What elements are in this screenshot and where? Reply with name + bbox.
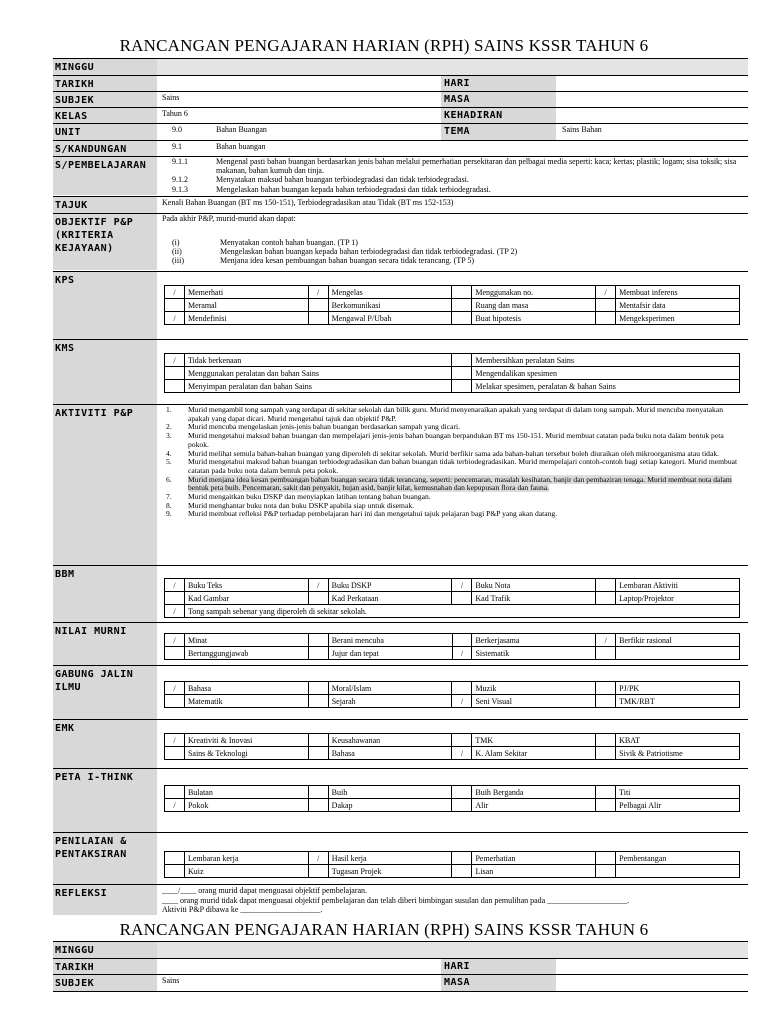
checkbox-cell[interactable] [308,312,328,325]
refleksi-line-1[interactable]: ____/____ orang murid dapat menguasai objektif pembelajaran. [162,886,368,895]
penilaian-table [164,851,740,878]
option-label: Lembaran kerja [184,852,308,865]
option-label: Berfikir rasional [616,634,740,647]
minggu-label: MINGGU [53,59,157,75]
hari-label-2: HARI [441,959,556,974]
checkbox-cell[interactable] [452,734,472,747]
checkbox-cell[interactable] [165,367,185,380]
option-label: Mengendalikan spesimen [472,367,740,380]
checkbox-cell[interactable] [452,799,472,812]
unit-label: UNIT [53,124,157,140]
option-label: Sejarah [328,695,452,708]
gabung-jalin-table [164,681,740,708]
option-label: Pelbagai Alir [616,799,740,812]
table-row [165,747,740,760]
checkbox-cell[interactable] [452,286,472,299]
list-item: 5. Murid mengetahui maksud bahan buangan terbiodegradasikan dan bahan buangan tidak terbiodegradasikan. Murid mempelajari contoh-contoh bagi setiap kategori. Murid membuat catatan pada buku nota dalam bentuk peta pokok. [166,457,738,475]
kps-label: KPS [53,272,157,340]
standard-kandungan-label: S/KANDUNGAN [53,141,157,156]
kehadiran-label: KEHADIRAN [441,108,556,123]
option-label: Bertanggungjawab [184,647,308,660]
checkbox-cell[interactable]: / [596,286,616,299]
unit-value: Bahan Buangan [216,125,267,134]
table-row [165,634,740,647]
option-label: Laptop/Projektor [616,592,740,605]
option-label: Buku Nota [472,579,596,592]
checkbox-cell[interactable] [596,695,616,708]
refleksi-text [162,886,747,915]
bbm-label: BBM [53,566,157,622]
checkbox-cell[interactable] [165,852,185,865]
objektif-intro: Pada akhir P&P, murid-murid akan dapat: [162,214,296,223]
option-label: KBAT [616,734,740,747]
tema-value: Sains Bahan [562,125,602,134]
option-label: Pemerhatian [472,852,596,865]
option-label: Alir [472,799,596,812]
checkbox-cell[interactable] [452,634,472,647]
option-label: Mengeksperimen [616,312,740,325]
option-label: Menyimpan peralatan dan bahan Sains [184,380,452,393]
table-row [165,695,740,708]
option-label: Muzik [472,682,596,695]
gabung-jalin-label: GABUNG JALIN ILMU [53,666,157,719]
checkbox-cell[interactable] [165,592,185,605]
checkbox-cell[interactable]: / [165,734,185,747]
checkbox-cell[interactable] [596,592,616,605]
sk-number: 9.1 [172,142,182,151]
masa-label-2: MASA [441,975,556,991]
table-row [165,799,740,812]
checkbox-cell[interactable] [308,695,328,708]
tarikh-label: TARIKH [53,76,157,91]
table-row [165,647,740,660]
tajuk-value: Kenali Bahan Buangan (BT ms 150-151), Terbiodegradasikan atau Tidak (BT ms 152-153) [162,198,454,207]
checkbox-cell[interactable] [596,852,616,865]
checkbox-cell[interactable]: / [452,747,472,760]
option-label: Kad Trafik [472,592,596,605]
table-row [165,380,740,393]
page-title-2: RANCANGAN PENGAJARAN HARIAN (RPH) SAINS KSSR TAHUN 6 [119,920,649,939]
masa-label: MASA [441,92,556,107]
minggu-value-2[interactable] [157,942,748,958]
option-label: Menggunakan peralatan dan bahan Sains [184,367,452,380]
option-label: K. Alam Sekitar [472,747,596,760]
checkbox-cell[interactable]: / [165,354,185,367]
option-label: Pembentangan [616,852,740,865]
checkbox-cell[interactable] [308,786,328,799]
checkbox-cell[interactable] [596,734,616,747]
option-label: Sivik & Patriotisme [616,747,740,760]
checkbox-cell[interactable]: / [165,799,185,812]
peta-ithink-label: PETA I-THINK [53,769,157,832]
table-row [165,299,740,312]
list-item: 3. Murid mengetahui maksud bahan buangan dan mempelajari jenis-jenis bahan buangan berpandukan BT ms 150-151. Murid membuat catatan pada buku nota dalam bentuk peta pokok. [166,431,724,449]
checkbox-cell[interactable] [165,380,185,393]
option-label: Mentafsir data [616,299,740,312]
option-label: Berani mencuba [328,634,452,647]
option-label: Lisan [472,865,596,878]
emk-table [164,733,740,760]
refleksi-line-2[interactable]: ____ orang murid tidak dapat menguasai objektif pembelajaran dan telah diberi bimbingan susulan dan pemulihan pada ____________________. [162,895,630,905]
option-label: Tong sampah sebenar yang diperoleh di sekitar sekolah. [184,605,739,618]
nilai-murni-table [164,633,740,660]
list-item: 2. Murid mencuba mengelaskan jenis-jenis bahan buangan berdasarkan sampah yang dicari. [166,422,461,432]
aktiviti-label: AKTIVITI P&P [53,405,157,565]
sp-item: 9.1.3 Mengelaskan bahan buangan kepada bahan terbiodegradasi dan tidak terbiodegradasi. [172,184,491,194]
table-row [165,852,740,865]
option-label: PJ/PK [616,682,740,695]
list-item: 7. Murid mengaitkan buku DSKP dan menyiapkan latihan tentang bahan buangan. [166,492,431,502]
checkbox-cell[interactable] [596,799,616,812]
option-label: Buat hipotesis [472,312,596,325]
option-label: Buih Berganda [472,786,596,799]
checkbox-cell[interactable]: / [308,579,328,592]
checkbox-cell[interactable]: / [165,682,185,695]
objektif-list [172,238,732,266]
kelas-value: Tahun 6 [162,109,188,118]
option-label: Kad Perkataan [328,592,452,605]
subjek-label-2: SUBJEK [53,975,157,991]
penilaian-label: PENILAIAN & PENTAKSIRAN [53,833,157,884]
sp-item: 9.1.1 Mengenal pasti bahan buangan berdasarkan jenis bahan melalui pemerhatian persekitaran dan pelbagai media seperti: kaca; kertas; plastik; logam; sisa toksik; sisa makanan, bahan kumuh dan tinja. [172,157,737,176]
hari-label: HARI [441,76,556,91]
subjek-value: Sains [162,93,180,102]
option-label: Berkomunikasi [328,299,452,312]
checkbox-cell[interactable] [308,592,328,605]
checkbox-cell[interactable] [308,747,328,760]
list-item: 6. Murid menjana idea kesan pembuangan bahan buangan secara tidak terancang, seperti: pencemaran, masalah kesihatan, banjir dan pembaziran tenaga. Murid membuat nota dalam bentuk peta buih. Pencemaran, sakit dan penyakit, hujan asid, banjir kilat, kemusnahan dan kepupusan flora dan fauna. [166,474,732,493]
checkbox-cell[interactable]: / [165,579,185,592]
option-label: Buku Teks [184,579,308,592]
option-label: Buih [328,786,452,799]
page-title: RANCANGAN PENGAJARAN HARIAN (RPH) SAINS KSSR TAHUN 6 [119,36,649,55]
option-label: Minat [184,634,308,647]
option-label: Meramal [184,299,308,312]
refleksi-line-3[interactable]: Aktiviti P&P dibawa ke ____________________. [162,905,323,914]
checkbox-cell[interactable] [452,299,472,312]
checkbox-cell[interactable] [452,354,472,367]
option-label: Mengelas [328,286,452,299]
option-label: Membersihkan peralatan Sains [472,354,740,367]
option-label: Sains & Teknologi [184,747,308,760]
checkbox-cell[interactable]: / [452,647,472,660]
aktiviti-list [158,406,746,519]
option-label: Kuiz [184,865,308,878]
standard-pembelajaran-label: S/PEMBELAJARAN [53,157,157,195]
unit-number: 9.0 [172,125,182,134]
checkbox-cell[interactable] [452,592,472,605]
checkbox-cell[interactable] [596,647,616,660]
sp-list [172,157,742,194]
checkbox-cell[interactable] [308,799,328,812]
checkbox-cell[interactable] [452,312,472,325]
checkbox-cell[interactable]: / [165,605,185,618]
table-row [165,592,740,605]
option-label: Dakap [328,799,452,812]
checkbox-cell[interactable] [308,647,328,660]
table-row [165,786,740,799]
emk-label: EMK [53,720,157,768]
checkbox-cell[interactable] [596,312,616,325]
option-label: Hasil kerja [328,852,452,865]
nilai-murni-label: NILAI MURNI [53,623,157,665]
option-label: Bahasa [328,747,452,760]
option-label: Bahasa [184,682,308,695]
checkbox-cell[interactable] [596,299,616,312]
option-label: Memerhati [184,286,308,299]
table-row [165,354,740,367]
option-label: Titi [616,786,740,799]
option-label [616,865,740,878]
sk-value: Bahan buangan [216,142,266,151]
objektif-item: (i) Menyatakan contoh bahan buangan. (TP 1) [172,238,358,247]
option-label [616,647,740,660]
checkbox-cell[interactable]: / [165,634,185,647]
table-row [165,682,740,695]
checkbox-cell[interactable]: / [308,286,328,299]
checkbox-cell[interactable] [596,747,616,760]
subjek-label: SUBJEK [53,92,157,107]
checkbox-cell[interactable] [308,734,328,747]
checkbox-cell[interactable] [165,865,185,878]
option-label: Tidak berkenaan [184,354,452,367]
kms-label: KMS [53,340,157,404]
objektif-label: OBJEKTIF P&P (KRITERIA KEJAYAAN) [53,214,157,270]
checkbox-cell[interactable] [452,682,472,695]
table-row [165,579,740,592]
peta-ithink-table [164,785,740,812]
kelas-label: KELAS [53,108,157,123]
list-item: 8. Murid menghantar buku nota dan buku DSKP apabila siap untuk disemak. [166,500,415,510]
checkbox-cell[interactable] [596,682,616,695]
checkbox-cell[interactable] [452,786,472,799]
kms-table [164,353,740,393]
checkbox-cell[interactable]: / [165,286,185,299]
checkbox-cell[interactable] [452,865,472,878]
option-label: Membuat inferens [616,286,740,299]
option-label: Tugasan Projek [328,865,452,878]
option-label: Melakar spesimen, peralatan & bahan Sains [472,380,740,393]
checkbox-cell[interactable] [452,380,472,393]
table-row [165,312,740,325]
checkbox-cell[interactable] [596,579,616,592]
checkbox-cell[interactable]: / [452,695,472,708]
table-row [165,605,740,618]
table-row [165,367,740,380]
tema-label: TEMA [441,124,556,140]
table-row [165,734,740,747]
option-label: Kreativiti & Inovasi [184,734,308,747]
option-label: TMK/RBT [616,695,740,708]
option-label: Lembaran Aktiviti [616,579,740,592]
option-label: Sistematik [472,647,596,660]
subjek-value-2: Sains [162,976,180,985]
option-label: Mengawal P/Ubah [328,312,452,325]
option-label: Menggunakan no. [472,286,596,299]
checkbox-cell[interactable] [452,852,472,865]
minggu-value[interactable] [157,59,748,75]
objektif-item: (ii) Mengelaskan bahan buangan kepada bahan terbiodegradasi dan tidak terbiodegradasi. (TP 2) [172,247,518,257]
list-item: 4. Murid melihat semula bahan-bahan buangan yang diperoleh di sekitar sekolah. Murid berfikir sama ada bahan-bahan tersebut boleh diuraikan oleh mikroorganisma atau tidak. [166,448,720,458]
checkbox-cell[interactable]: / [452,579,472,592]
checkbox-cell[interactable] [596,786,616,799]
table-row [165,286,740,299]
objektif-item: (iii) Menjana idea kesan pembuangan bahan buangan secara tidak terancang. (TP 5) [172,256,475,266]
checkbox-cell[interactable] [308,299,328,312]
checkbox-cell[interactable] [308,682,328,695]
option-label: Jujur dan tepat [328,647,452,660]
refleksi-label: REFLEKSI [53,885,157,915]
checkbox-cell[interactable]: / [596,634,616,647]
checkbox-cell[interactable] [452,367,472,380]
checkbox-cell[interactable] [165,695,185,708]
option-label: Ruang dan masa [472,299,596,312]
checkbox-cell[interactable]: / [165,312,185,325]
option-label: Pokok [184,799,308,812]
sp-item: 9.1.2 Menyatakan maksud bahan buangan terbiodegradasi dan tidak terbiodegradasi. [172,175,469,185]
list-item: 1. Murid mengambil tong sampah yang terdapat di sekitar sekolah dan bilik guru. Murid menyenaraikan apakah yang terdapat di dalam tong sampah. Murid mencuba menyatakan apakah yang dapat dicari. Murid mengetahui tajuk dan objektif P&P. [166,405,723,423]
checkbox-cell[interactable] [596,865,616,878]
minggu-label-2: MINGGU [53,942,157,958]
option-label: Kad Gambar [184,592,308,605]
option-label: Berkerjasama [472,634,596,647]
checkbox-cell[interactable] [165,786,185,799]
option-label: Mendefinisi [184,312,308,325]
list-item: 9. Murid membuat refleksi P&P terhadap pembelajaran hari ini dan mengetahui tajuk pelajaran bagi P&P yang akan datang. [166,509,558,519]
option-label: Moral/Islam [328,682,452,695]
option-label: Buku DSKP [328,579,452,592]
option-label: Bulatan [184,786,308,799]
tarikh-label-2: TARIKH [53,959,157,974]
checkbox-cell[interactable] [308,634,328,647]
bbm-table [164,578,740,618]
checkbox-cell[interactable] [165,299,185,312]
kps-table [164,285,740,325]
option-label: Matematik [184,695,308,708]
checkbox-cell[interactable]: / [308,852,328,865]
tajuk-label: TAJUK [53,197,157,213]
option-label: TMK [472,734,596,747]
table-row [165,865,740,878]
option-label: Seni Visual [472,695,596,708]
checkbox-cell[interactable] [165,747,185,760]
option-label: Keusahawanan [328,734,452,747]
checkbox-cell[interactable] [165,647,185,660]
checkbox-cell[interactable] [308,865,328,878]
